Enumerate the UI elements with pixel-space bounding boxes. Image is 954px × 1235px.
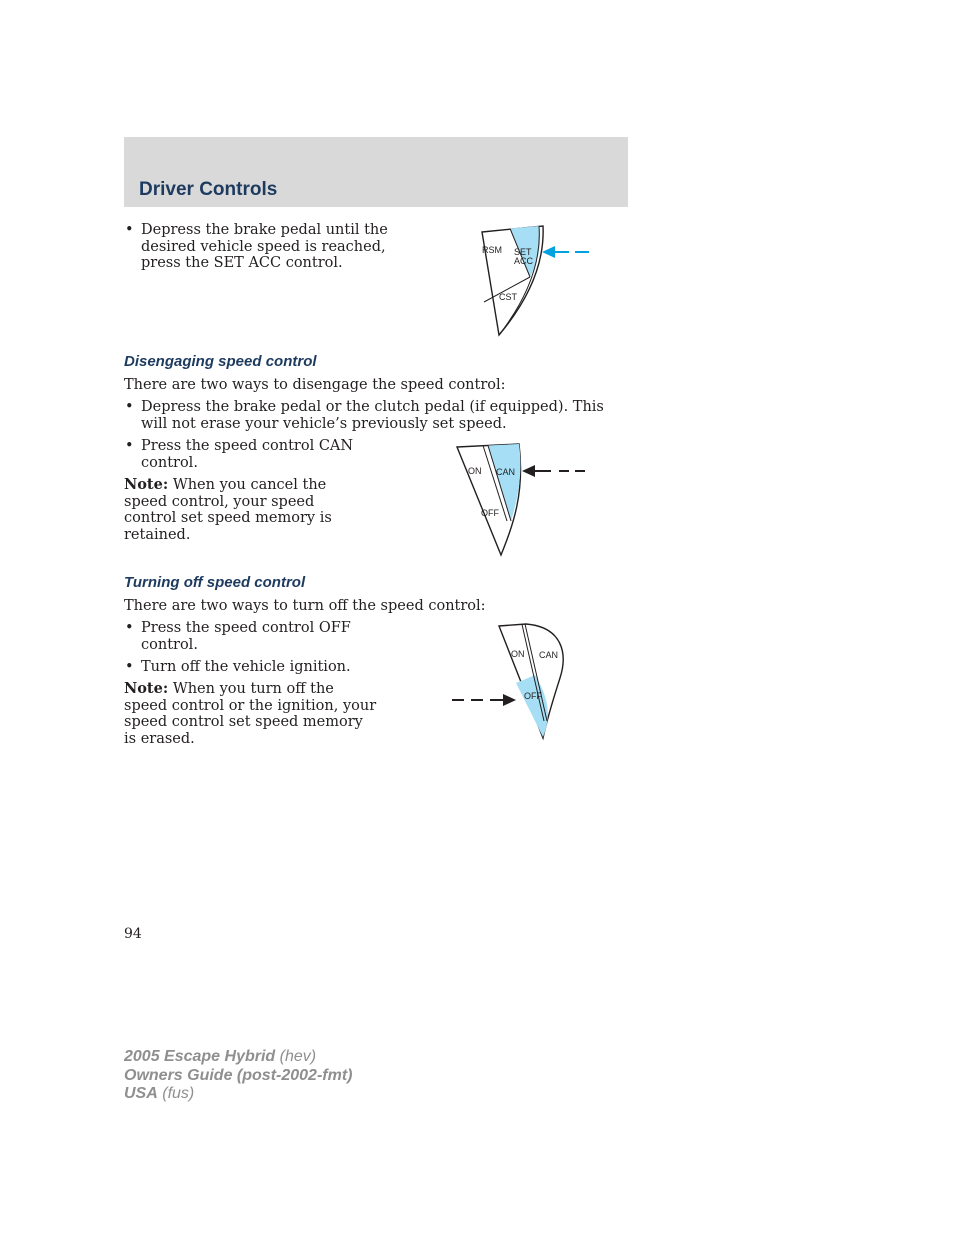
disengaging-bullet-text: Depress the brake pedal or the clutch pedal (if equipped). This will not erase your vehicle’s previously set speed. [141,399,604,432]
turning-off-bullet [124,659,401,676]
footer-line-1 [124,1048,352,1067]
footer-market: USA [124,1085,158,1102]
footer [124,1048,352,1104]
arrow-head-icon [503,694,516,706]
bullet-dot: • [125,438,134,454]
disengaging-bullet [124,438,376,471]
arrow-head-icon [542,246,555,258]
note-label: Note: [124,476,169,493]
arrow-head-icon [522,465,535,477]
turning-off-bullet-text: Turn off the vehicle ignition. [141,659,351,675]
on-label: ON [511,649,525,659]
bullet-dot: • [125,620,134,636]
footer-model-code: (hev) [279,1048,317,1065]
section-title: Driver Controls [139,179,278,200]
footer-market-code: (fus) [162,1085,195,1102]
turning-off-heading: Turning off speed control [124,574,306,591]
footer-model: 2005 Escape Hybrid [124,1048,276,1065]
on-label: ON [468,466,482,476]
off-control-figure [450,623,570,741]
disengaging-bullet-text: Press the speed control CAN control. [141,438,354,471]
footer-line-2: Owners Guide (post-2002-fmt) [124,1066,353,1084]
bullet-dot: • [125,659,134,675]
off-label: OFF [524,691,542,701]
note-label: Note: [124,680,169,697]
cst-label: CST [499,292,517,302]
page-number: 94 [124,926,142,942]
off-label: OFF [481,508,499,518]
acc-label: ACC [514,256,534,266]
can-control-figure [455,443,590,558]
rsm-label: RSM [482,245,502,255]
set-acc-bullet [124,222,403,272]
can-label: CAN [496,467,516,477]
turning-off-intro: There are two ways to turn off the speed control: [124,598,486,614]
disengaging-heading: Disengaging speed control [124,353,317,370]
disengaging-intro: There are two ways to disengage the speed control: [124,377,506,393]
set-label: SET [514,247,532,257]
turning-off-bullet [124,620,371,653]
bullet-dot: • [125,399,134,415]
section-header-band [124,137,628,207]
disengaging-bullet [124,399,631,432]
disengaging-note [124,477,369,543]
turning-off-bullet-text: Press the speed control OFF control. [141,620,351,653]
set-acc-control-figure [475,222,595,337]
note-text: When you turn off the speed control or the ignition, your speed control set speed memory is erased. [124,681,377,747]
footer-line-3 [124,1085,352,1104]
can-label: CAN [539,650,559,660]
bullet-dot: • [125,222,134,238]
note-text: When you cancel the speed control, your speed control set speed memory is retained. [124,477,332,543]
turning-off-note [124,681,379,747]
set-acc-bullet-text: Depress the brake pedal until the desired vehicle speed is reached, press the SET ACC control. [141,222,388,271]
